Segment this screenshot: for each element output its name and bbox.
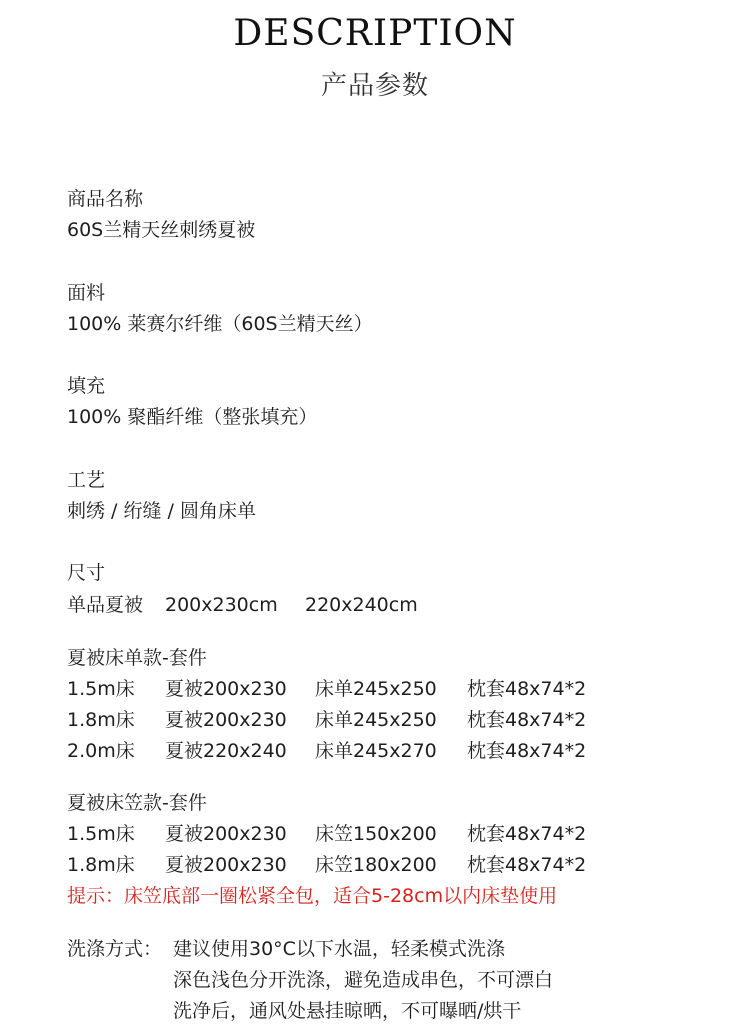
pillow-size-cell: 枕套48x74*2	[467, 823, 587, 845]
page-title: DESCRIPTION	[233, 13, 517, 54]
quilt-size-cell: 夏被200x230	[165, 854, 287, 876]
fabric-value: 100% 莱赛尔纤维（60S兰精天丝）	[67, 313, 373, 335]
craft-value: 刺绣 / 绗缝 / 圆角床单	[67, 500, 256, 522]
bed-size-cell: 2.0m床	[67, 740, 135, 762]
washing-label: 洗涤方式：	[67, 938, 163, 960]
pillow-size-cell: 枕套48x74*2	[467, 709, 587, 731]
bed-size-cell: 1.8m床	[67, 854, 135, 876]
filling-label: 填充	[67, 375, 106, 397]
sheet-set-title: 夏被床单款-套件	[67, 647, 207, 669]
bed-size-cell: 1.5m床	[67, 678, 135, 700]
quilt-size-cell: 夏被200x230	[165, 709, 287, 731]
page-subtitle: 产品参数	[320, 71, 429, 101]
quilt-size-cell: 夏被200x230	[165, 678, 287, 700]
bed-size-cell: 1.5m床	[67, 823, 135, 845]
single-quilt-size-2: 220x240cm	[305, 594, 418, 616]
single-quilt-label: 单品夏被	[67, 594, 144, 616]
product-name-value: 60S兰精天丝刺绣夏被	[67, 219, 256, 241]
quilt-size-cell: 夏被200x230	[165, 823, 287, 845]
product-name-label: 商品名称	[67, 188, 144, 210]
quilt-size-cell: 夏被220x240	[165, 740, 287, 762]
fitted-sheet-size-cell: 床笠150x200	[315, 823, 437, 845]
fitted-sheet-size-cell: 床笠180x200	[315, 854, 437, 876]
filling-value: 100% 聚酯纤维（整张填充）	[67, 406, 318, 428]
single-quilt-size-1: 200x230cm	[165, 594, 278, 616]
fitted-sheet-notice: 提示：床笠底部一圈松紧全包，适合5-28cm以内床垫使用	[67, 885, 558, 907]
bed-size-cell: 1.8m床	[67, 709, 135, 731]
fabric-label: 面料	[67, 282, 106, 304]
washing-instruction-1: 建议使用30°C以下水温，轻柔模式洗涤	[173, 938, 505, 960]
washing-instruction-3: 洗净后，通风处悬挂晾晒，不可曝晒/烘干	[173, 1000, 522, 1022]
fitted-set-title: 夏被床笠款-套件	[67, 792, 207, 814]
pillow-size-cell: 枕套48x74*2	[467, 678, 587, 700]
size-label: 尺寸	[67, 562, 106, 584]
pillow-size-cell: 枕套48x74*2	[467, 854, 587, 876]
sheet-size-cell: 床单245x250	[315, 709, 437, 731]
washing-instruction-2: 深色浅色分开洗涤，避免造成串色，不可漂白	[173, 969, 554, 991]
pillow-size-cell: 枕套48x74*2	[467, 740, 587, 762]
sheet-size-cell: 床单245x250	[315, 678, 437, 700]
craft-label: 工艺	[67, 469, 106, 491]
sheet-size-cell: 床单245x270	[315, 740, 437, 762]
